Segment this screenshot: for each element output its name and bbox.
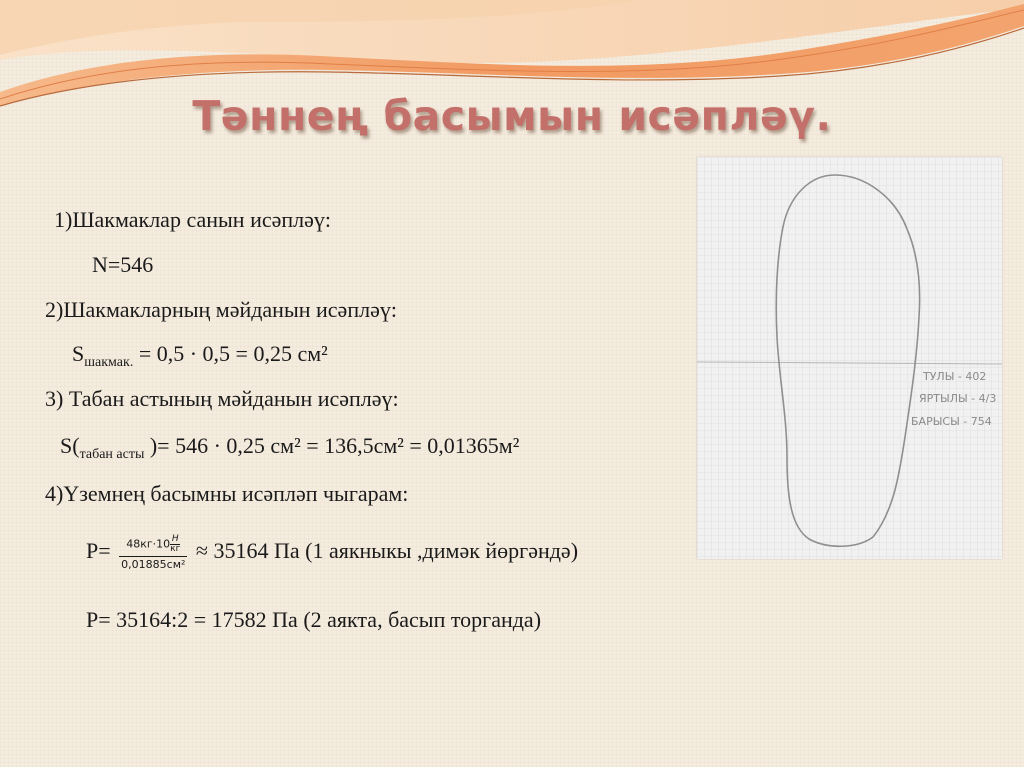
p1-result: ≈ 35164 Па (1 аякныкы ,димәк йөргәндә)	[190, 538, 579, 564]
step3-formula	[60, 433, 520, 462]
step4-heading: 4)Үземнең басымны исәпләп чыгарам:	[45, 481, 409, 506]
step2-rest: = 0,5 · 0,5 = 0,25 см²	[133, 341, 328, 366]
footprint-drawing	[697, 157, 1002, 559]
footprint-photo	[697, 157, 1002, 559]
pressure-two-feet: P= 35164:2 = 17582 Па (2 аякта, басып торганда)	[86, 607, 542, 632]
note-half: ЯРТЫЛЫ - 4/3	[919, 392, 997, 405]
step2-heading: 2)Шакмакларның мәйданын исәпләү:	[45, 297, 397, 322]
fraction-numerator	[119, 535, 187, 557]
step3-s: S(	[60, 433, 80, 458]
fraction-denominator: 0,01885см²	[121, 558, 186, 571]
pressure-one-foot	[86, 535, 578, 571]
unit-fraction	[170, 535, 180, 554]
note-full: ТУЛЫ - 402	[923, 370, 987, 383]
p1-prefix: P=	[86, 538, 111, 564]
note-total: БАРЫСЫ - 754	[911, 415, 992, 428]
step3-subscript: табан асты	[79, 447, 145, 462]
numerator-text: 48кг·10	[126, 537, 171, 551]
step1-heading: 1)Шакмаклар санын исәпләү:	[54, 207, 331, 232]
step1-value: N=546	[92, 252, 154, 277]
step3-rest: )= 546 · 0,25 см² = 136,5см² = 0,01365м²	[144, 433, 520, 458]
step3-heading: 3) Табан астының мәйданын исәпләү:	[45, 386, 399, 411]
step2-s: S	[72, 341, 85, 366]
unit-denominator: кг	[170, 544, 181, 554]
slide-title: Тәннең басымын исәпләү.	[192, 92, 832, 140]
step2-formula	[72, 341, 328, 370]
unit-numerator: Н	[171, 534, 179, 544]
pressure-fraction	[119, 535, 187, 571]
step2-subscript: шакмак.	[84, 355, 134, 370]
